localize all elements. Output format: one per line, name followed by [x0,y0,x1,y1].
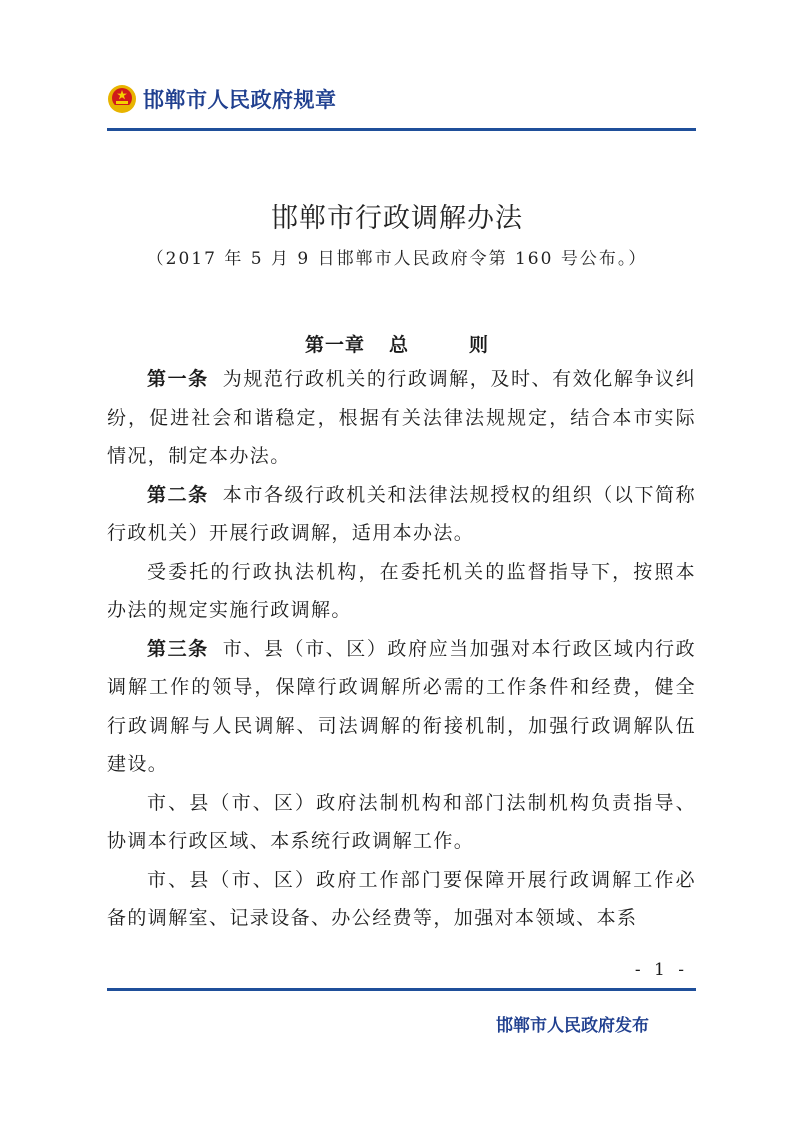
article-paragraph [107,553,696,630]
page-header [107,84,337,114]
article-paragraph [107,360,696,476]
article-text: 市、县（市、区）政府应当加强对本行政区域内行政调解工作的领导，保障行政调解所必需的工作条件和经费，健全行政调解与人民调解、司法调解的衔接机制，加强行政调解队伍建设。 [107,637,697,775]
chapter-title-part2: 则 [469,334,490,356]
footer-rule [107,988,696,991]
article-paragraph [107,784,696,861]
article-paragraph [107,630,696,784]
footer-publisher: 邯郸市人民政府发布 [496,1016,649,1036]
national-emblem-icon [107,84,137,114]
document-body [107,360,696,938]
article-text: 市、县（市、区）政府工作部门要保障开展行政调解工作必备的调解室、记录设备、办公经费等，加强对本领域、本系 [107,868,696,929]
document-subtitle: （2017 年 5 月 9 日邯郸市人民政府令第 160 号公布。） [146,249,648,269]
article-label: 第二条 [147,483,209,506]
article-text: 受委托的行政执法机构，在委托机关的监督指导下，按照本办法的规定实施行政调解。 [107,560,696,621]
document-title: 邯郸市行政调解办法 [271,203,523,234]
article-label: 第三条 [147,637,209,660]
article-text: 本市各级行政机关和法律法规授权的组织（以下简称行政机关）开展行政调解，适用本办法。 [107,483,697,544]
chapter-number: 第一章 [304,334,365,356]
article-paragraph [107,861,696,938]
article-text: 市、县（市、区）政府法制机构和部门法制机构负责指导、协调本行政区域、本系统行政调解工作。 [107,791,696,852]
page-number: - 1 - [634,960,688,980]
article-text: 为规范行政机关的行政调解，及时、有效化解争议纠纷，促进社会和谐稳定，根据有关法律法规规定，结合本市实际情况，制定本办法。 [107,368,697,467]
header-title: 邯郸市人民政府规章 [143,88,337,112]
chapter-title-part1: 总 [388,334,409,356]
chapter-heading [0,330,794,357]
header-rule [107,128,696,131]
article-paragraph [107,476,696,553]
article-label: 第一条 [147,368,209,390]
